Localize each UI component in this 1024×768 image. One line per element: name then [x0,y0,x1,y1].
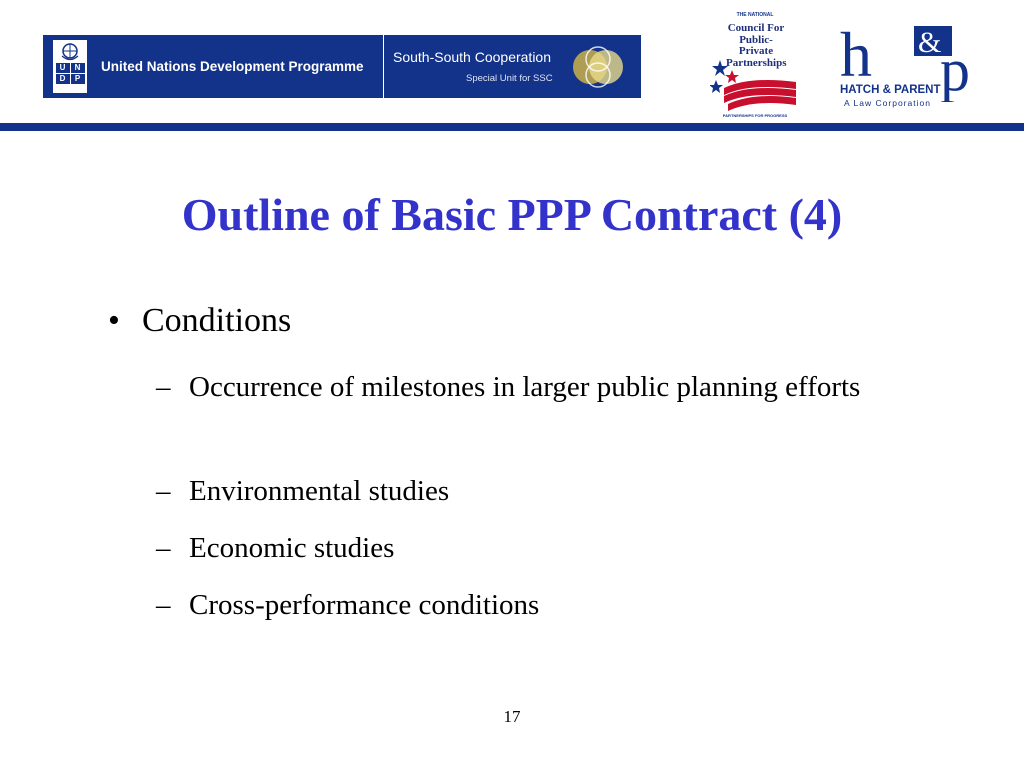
undp-letter: N [71,63,85,73]
hp-subtitle: A Law Corporation [844,98,931,108]
dash-marker: – [156,475,171,507]
bullet-conditions [108,302,291,340]
dash-marker: – [156,532,171,564]
hatch-parent-logo [838,20,988,110]
undp-letter: U [56,63,70,73]
bullet-text: Conditions [142,302,292,339]
sub-bullet-text: Cross-performance conditions [189,589,540,621]
slide-title: Outline of Basic PPP Contract (4) [181,189,843,240]
ssc-title: South-South Cooperation [393,49,551,65]
ssc-logo-banner [384,35,641,98]
ncppp-name: Council For Public-Private Partnerships [726,22,787,69]
bullet-marker: • [108,302,120,339]
sub-bullet-item [156,526,876,571]
flag-stars-icon [710,58,800,112]
ncppp-tagline: PARTNERSHIPS FOR PROGRESS [722,113,788,118]
un-globe-icon [59,42,81,62]
ncppp-logo [708,10,802,122]
sub-bullet-item [156,469,876,514]
hp-firm-name: HATCH & PARENT [840,84,941,96]
un-emblem [53,40,87,93]
sub-bullet-item [156,365,876,410]
ncppp-top-text: THE NATIONAL [736,12,774,18]
undp-label: United Nations Development Programme [101,59,364,74]
svg-text:h: h [840,20,872,90]
undp-letter: P [71,74,85,84]
svg-text:&: & [918,26,942,59]
undp-logo-banner [43,35,383,98]
svg-text:p: p [940,37,970,102]
page-number: 17 [503,707,521,726]
sub-bullet-item [156,583,876,628]
undp-letter: D [56,74,70,84]
header-divider [0,123,1024,131]
sub-bullet-text: Occurrence of milestones in larger public planning efforts [189,371,861,403]
ssc-subtitle: Special Unit for SSC [466,73,553,84]
dash-marker: – [156,371,171,403]
sub-bullet-text: Environmental studies [189,475,450,507]
sub-bullet-text: Economic studies [189,532,395,564]
dash-marker: – [156,589,171,621]
ssc-rings-icon [568,43,628,91]
